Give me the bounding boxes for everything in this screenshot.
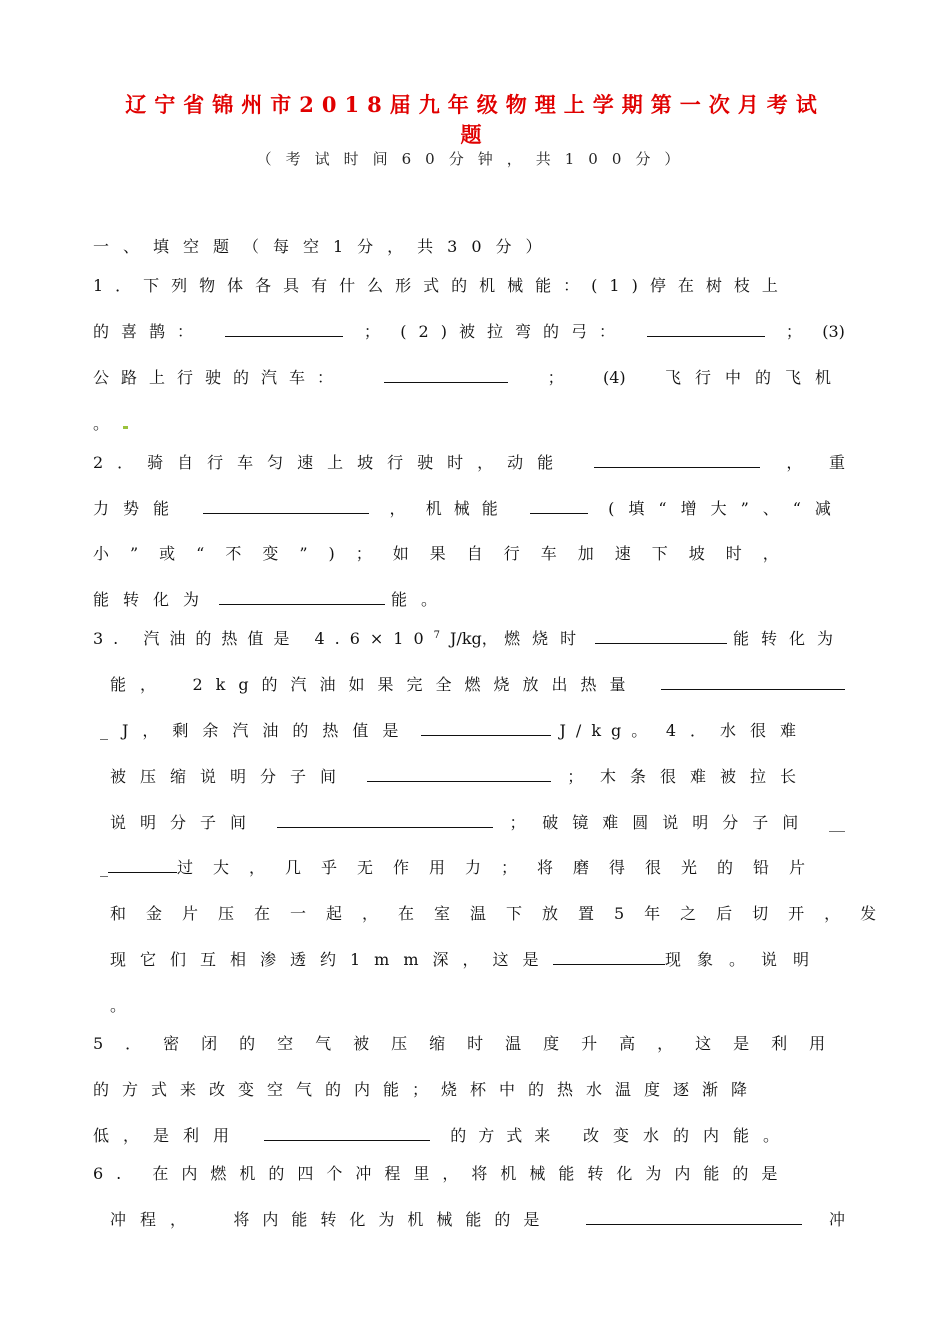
answer-blank[interactable] — [225, 322, 343, 337]
text: _J，剩余汽油的热值是 — [100, 721, 413, 740]
text: 将内能转化为机械能的是 — [233, 1210, 553, 1229]
text: 说明分子间 — [110, 813, 261, 832]
text: ， — [786, 453, 803, 472]
question-1-line-3 — [93, 365, 845, 388]
text: 木条很难被拉长 — [599, 767, 810, 786]
answer-blank[interactable] — [595, 629, 727, 644]
document-title — [95, 90, 855, 150]
text: (3) — [822, 322, 845, 341]
text: 1．下列物体各具有什么形式的机械能：(1)停在树枝上 — [93, 276, 790, 295]
question-2-line-3 — [93, 541, 845, 564]
text: 冲 — [828, 1210, 845, 1229]
text: 冲程， — [110, 1210, 201, 1229]
text: ； — [509, 813, 526, 832]
answer-blank[interactable] — [367, 767, 551, 782]
text: 的方式来改变空气的内能；烧杯中的热水温度逐渐降 — [93, 1080, 761, 1099]
section-heading-text: 一、填空题（每空1分，共30分） — [93, 237, 556, 256]
answer-blank[interactable] — [594, 453, 760, 468]
answer-blank[interactable] — [421, 721, 551, 736]
question-4-line-4 — [110, 901, 897, 924]
section-heading — [93, 234, 845, 257]
text: (2)被拉弯的弓： — [400, 322, 627, 341]
question-1-line-4 — [93, 411, 845, 434]
text: __ — [828, 813, 845, 832]
answer-blank[interactable] — [277, 813, 493, 828]
text: ； — [363, 322, 380, 341]
answer-blank[interactable] — [647, 322, 765, 337]
question-4-line-2 — [110, 810, 845, 833]
answer-blank[interactable] — [530, 499, 588, 514]
text: 能转化为 — [732, 629, 845, 648]
question-5-line-2 — [93, 1077, 845, 1100]
text: _ — [100, 858, 108, 877]
question-2-line-4 — [93, 587, 845, 610]
text: (4) — [602, 368, 626, 387]
text: 现它们互相渗透约1mm深，这是 — [110, 950, 553, 969]
answer-blank[interactable] — [203, 499, 369, 514]
text: 改变水的内能。 — [582, 1126, 793, 1145]
text: 4．水很难 — [665, 721, 810, 740]
question-4-line-1 — [110, 764, 810, 787]
text: ； — [785, 322, 802, 341]
question-3-line-2 — [110, 672, 845, 695]
answer-blank[interactable] — [661, 675, 845, 690]
answer-blank[interactable] — [219, 590, 385, 605]
question-1-line-1 — [93, 273, 845, 296]
text: 5．密闭的空气被压缩时温度升高，这是利用 — [93, 1034, 848, 1053]
question-6-line-2 — [110, 1207, 845, 1230]
text: 重 — [828, 453, 845, 472]
text: 力势能 — [93, 499, 184, 518]
text: 过大，几乎无作用力；将磨得很光的铅片 — [176, 858, 825, 877]
text: 2．骑自行车匀速上坡行驶时，动能 — [93, 453, 568, 472]
text: (填“增大”、“减 — [608, 499, 845, 518]
text: 燃烧时 — [504, 629, 589, 648]
text: ； — [547, 368, 564, 387]
question-2-line-2 — [93, 496, 845, 519]
question-4-line-6 — [110, 993, 845, 1016]
text: 小”或“不变”)；如果自行车加速下坡时， — [93, 544, 800, 563]
text — [93, 626, 498, 649]
text: 低，是利用 — [93, 1126, 244, 1145]
question-2-line-1 — [93, 450, 845, 473]
question-3-line-3 — [100, 718, 810, 741]
text: J/kg， — [450, 629, 498, 648]
text: 的方式来 — [450, 1126, 563, 1145]
question-6-line-1 — [93, 1161, 845, 1184]
answer-blank[interactable] — [108, 858, 177, 873]
text: 被压缩说明分子间 — [110, 767, 351, 786]
text: 6. 在内燃机的四个冲程里，将机械能转化为内能的是 — [93, 1164, 791, 1183]
question-5-line-1 — [93, 1031, 848, 1054]
title-line-1: 辽宁省锦州市2018届九年级物理上学期第一次月考试 — [125, 92, 825, 117]
scan-mark — [123, 426, 128, 429]
question-3-line-1 — [93, 626, 845, 649]
text: 。 — [110, 996, 127, 1015]
exam-info: （考试时间60分钟，共100分） — [256, 150, 694, 168]
answer-blank[interactable] — [586, 1210, 802, 1225]
answer-blank[interactable] — [264, 1126, 430, 1141]
answer-blank[interactable] — [553, 950, 665, 965]
text: ； — [567, 767, 584, 786]
text: 现象。说明 — [664, 950, 825, 969]
text: 能转化为 — [93, 590, 214, 609]
text: 机械能 — [425, 499, 510, 518]
question-5-line-3 — [93, 1123, 793, 1146]
text: 能， — [110, 675, 171, 694]
text: 和金片压在一起，在室温下放置5年之后切开，发 — [110, 904, 897, 923]
text: 的喜鹊： — [93, 322, 206, 341]
text: 。 — [93, 414, 110, 433]
text: ， — [389, 499, 406, 518]
text: J/kg。 — [559, 721, 658, 740]
text: 能。 — [391, 590, 452, 609]
question-4-line-3 — [100, 855, 825, 878]
text: 破镜难圆说明分子间 — [542, 813, 813, 832]
text: 3. 汽油的热值是 4.6×10 — [93, 629, 434, 648]
text: 2kg的汽油如果完全燃烧放出热量 — [192, 675, 639, 694]
answer-blank[interactable] — [384, 368, 508, 383]
question-4-line-5 — [110, 947, 825, 970]
title-line-2: 题 — [460, 122, 490, 147]
text: 飞行中的飞机 — [664, 368, 845, 387]
exponent: 7 — [433, 629, 451, 641]
text: 公路上行驶的汽车： — [93, 368, 346, 387]
question-1-line-2 — [93, 319, 845, 342]
